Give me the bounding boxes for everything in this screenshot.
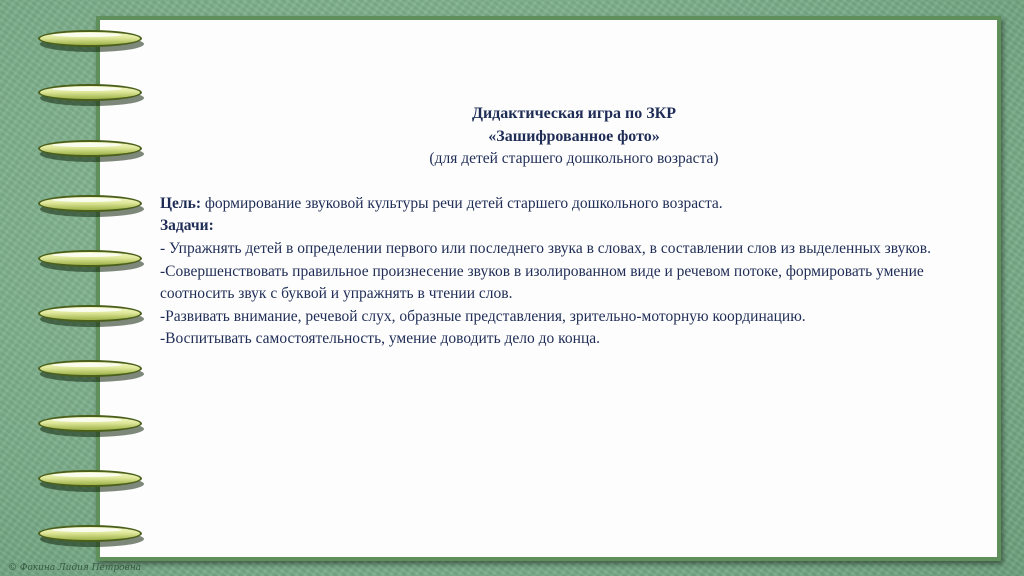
- title-line-2: «Зашифрованное фото»: [488, 127, 660, 145]
- goal-text: формирование звуковой культуры речи детей старшего дошкольного возраста.: [201, 194, 723, 212]
- spiral-ring-icon: [38, 360, 146, 382]
- tasks-label: Задачи:: [160, 217, 214, 235]
- spiral-ring-icon: [38, 305, 146, 327]
- spiral-ring-icon: [38, 470, 146, 492]
- task-item: - Упражнять детей в определении первого или последнего звука в словах, в составлении слов из выделенных звуков.: [160, 239, 932, 257]
- title-line-1: Дидактическая игра по ЗКР: [471, 105, 677, 122]
- spiral-ring-icon: [38, 195, 146, 217]
- subtitle: (для детей старшего дошкольного возраста): [429, 150, 719, 168]
- task-item: -Совершенствовать правильное произнесение звуков в изолированном виде и речевом потоке, формировать умение соотносить звук с буквой и упражнять в чтении слов.: [160, 262, 924, 303]
- spiral-ring-icon: [38, 415, 146, 437]
- spiral-ring-icon: [38, 140, 146, 162]
- slide-content: [160, 103, 980, 351]
- spiral-ring-icon: [38, 250, 146, 272]
- author-signature: © Фокина Лидия Петровна: [8, 563, 142, 573]
- spiral-ring-icon: [38, 84, 146, 106]
- goal-paragraph: [160, 193, 980, 216]
- task-item: -Воспитывать самостоятельность, умение доводить дело до конца.: [160, 330, 600, 348]
- spiral-ring-icon: [38, 525, 146, 547]
- goal-label: Цель:: [160, 194, 201, 212]
- spiral-ring-icon: [38, 30, 146, 52]
- task-item: -Развивать внимание, речевой слух, образные представления, зрительно-моторную координацию.: [160, 307, 806, 325]
